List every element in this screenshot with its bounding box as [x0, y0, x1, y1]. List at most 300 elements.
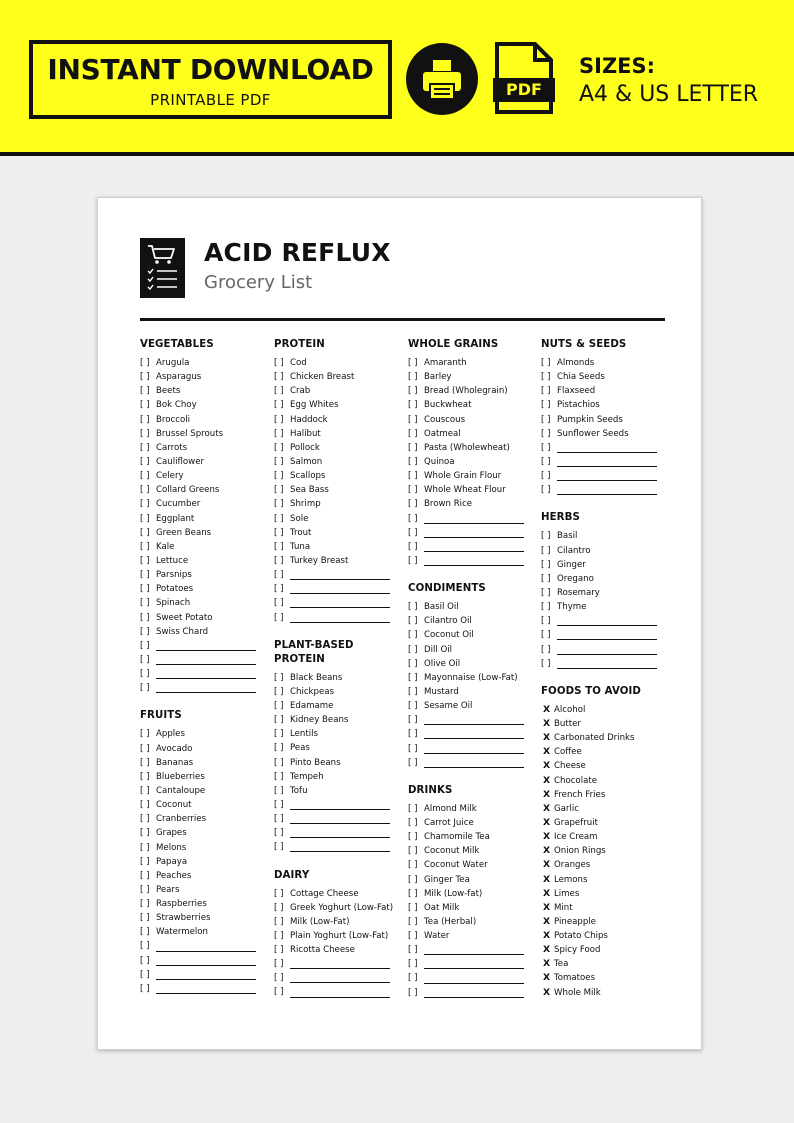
checkbox-brackets[interactable]: [ ]	[274, 456, 284, 467]
list-item-label: Greek Yoghurt (Low-Fat)	[290, 902, 394, 913]
checkbox-brackets[interactable]: [ ]	[274, 442, 284, 453]
list-item-label: Tuna	[290, 541, 311, 552]
list-item	[140, 582, 270, 596]
write-in-line[interactable]	[424, 990, 524, 998]
blank-list-item	[140, 939, 270, 953]
checkbox-brackets[interactable]: [ ]	[408, 931, 418, 942]
blank-list-item	[140, 982, 270, 996]
blank-list-item	[140, 954, 270, 968]
checkbox-brackets[interactable]: [ ]	[274, 428, 284, 439]
list-item-label: Peaches	[156, 870, 192, 881]
checkbox-brackets[interactable]: [ ]	[140, 870, 150, 881]
list-item-label: Thyme	[557, 602, 587, 613]
list-item-label: Cilantro Oil	[424, 616, 472, 627]
checkbox-brackets[interactable]: [ ]	[140, 955, 150, 966]
checkbox-brackets[interactable]: [ ]	[541, 414, 551, 425]
checkbox-brackets[interactable]: [ ]	[274, 930, 284, 941]
checkbox-brackets[interactable]: [ ]	[274, 785, 284, 796]
list-item	[541, 745, 671, 759]
checkbox-brackets[interactable]: [ ]	[140, 983, 150, 994]
list-item	[274, 413, 404, 427]
checkbox-brackets[interactable]: [ ]	[274, 973, 284, 984]
write-in-line[interactable]	[424, 976, 524, 984]
section-vegetables	[140, 338, 270, 695]
list-item-label: Celery	[156, 471, 184, 482]
checkbox-brackets[interactable]: [ ]	[140, 598, 150, 609]
blank-list-item	[541, 441, 671, 455]
checkbox-brackets[interactable]: [ ]	[408, 902, 418, 913]
list-item-label: Rosemary	[557, 587, 600, 598]
blank-list-item	[408, 986, 538, 1000]
checkbox-brackets[interactable]: [ ]	[274, 686, 284, 697]
write-in-line[interactable]	[290, 615, 390, 623]
checkbox-brackets[interactable]: [ ]	[274, 959, 284, 970]
list-item	[140, 883, 270, 897]
checkbox-brackets[interactable]: [ ]	[408, 485, 418, 496]
checkbox-brackets[interactable]: [ ]	[408, 743, 418, 754]
list-item	[140, 727, 270, 741]
list-item-label: French Fries	[554, 789, 606, 800]
list-item	[408, 858, 538, 872]
checkbox-brackets[interactable]: [ ]	[140, 683, 150, 694]
checkbox-brackets[interactable]: [ ]	[274, 499, 284, 510]
write-in-line[interactable]	[424, 731, 524, 739]
checkbox-brackets[interactable]: [ ]	[140, 654, 150, 665]
write-in-line[interactable]	[156, 958, 256, 966]
write-in-line[interactable]	[424, 558, 524, 566]
list-item	[140, 784, 270, 798]
checkbox-brackets[interactable]: [ ]	[541, 545, 551, 556]
write-in-line[interactable]	[557, 647, 657, 655]
checkbox-brackets[interactable]: [ ]	[140, 428, 150, 439]
checkbox-brackets[interactable]: [ ]	[140, 828, 150, 839]
checkbox-brackets[interactable]: [ ]	[140, 814, 150, 825]
write-in-line[interactable]	[557, 487, 657, 495]
write-in-line[interactable]	[290, 844, 390, 852]
checkbox-brackets[interactable]: [ ]	[140, 969, 150, 980]
checkbox-brackets[interactable]: [ ]	[408, 527, 418, 538]
checkbox-brackets[interactable]: [ ]	[274, 513, 284, 524]
checkbox-brackets[interactable]: [ ]	[140, 913, 150, 924]
checkbox-brackets[interactable]: [ ]	[408, 701, 418, 712]
blank-list-item	[541, 657, 671, 671]
list-item-label: Buckwheat	[424, 400, 472, 411]
list-item	[541, 986, 671, 1000]
checkbox-brackets[interactable]: [ ]	[274, 715, 284, 726]
list-item-label: Limes	[554, 888, 580, 899]
write-in-line[interactable]	[290, 990, 390, 998]
blank-list-item	[140, 968, 270, 982]
list-item-label: Cucumber	[156, 499, 201, 510]
checkbox-brackets[interactable]: [ ]	[140, 856, 150, 867]
write-in-line[interactable]	[557, 473, 657, 481]
checkbox-brackets[interactable]: [ ]	[274, 842, 284, 853]
list-item-label: Almond Milk	[424, 803, 477, 814]
list-item-label: Oranges	[554, 860, 591, 871]
checkbox-brackets[interactable]: [ ]	[274, 598, 284, 609]
write-in-line[interactable]	[557, 618, 657, 626]
list-item-label: Chamomile Tea	[424, 832, 490, 843]
checkbox-brackets[interactable]: [ ]	[541, 658, 551, 669]
list-item	[140, 497, 270, 511]
list-item-label: Green Beans	[156, 527, 212, 538]
checkbox-brackets[interactable]: [ ]	[274, 757, 284, 768]
write-in-line[interactable]	[156, 643, 256, 651]
list-item-label: Sole	[290, 513, 309, 524]
list-item-label: Sea Bass	[290, 485, 329, 496]
list-item	[140, 398, 270, 412]
list-item	[541, 370, 671, 384]
checkbox-brackets[interactable]: [ ]	[408, 987, 418, 998]
write-in-line[interactable]	[424, 516, 524, 524]
write-in-line[interactable]	[290, 830, 390, 838]
blank-list-item	[274, 582, 404, 596]
checkbox-brackets[interactable]: [ ]	[541, 616, 551, 627]
checkbox-brackets[interactable]: [ ]	[140, 372, 150, 383]
list-item-label: Black Beans	[290, 672, 343, 683]
checkbox-brackets[interactable]: [ ]	[274, 471, 284, 482]
list-item	[408, 873, 538, 887]
checkbox-brackets[interactable]: [ ]	[140, 612, 150, 623]
checkbox-brackets[interactable]: [ ]	[140, 757, 150, 768]
promo-banner	[0, 0, 794, 156]
checkbox-brackets[interactable]: [ ]	[140, 555, 150, 566]
checkbox-brackets[interactable]: [ ]	[274, 700, 284, 711]
checkbox-brackets[interactable]: [ ]	[274, 400, 284, 411]
write-in-line[interactable]	[557, 445, 657, 453]
list-item	[140, 554, 270, 568]
write-in-line[interactable]	[557, 632, 657, 640]
checkbox-brackets[interactable]: [ ]	[140, 743, 150, 754]
list-item-label: Oatmeal	[424, 428, 461, 439]
checkbox-brackets[interactable]: [ ]	[541, 386, 551, 397]
list-item-label: Arugula	[156, 358, 190, 368]
checkbox-brackets[interactable]: [ ]	[274, 888, 284, 899]
list-item-label: Halibut	[290, 428, 321, 439]
checkbox-brackets[interactable]: [ ]	[541, 485, 551, 496]
checkbox-brackets[interactable]: [ ]	[408, 428, 418, 439]
list-item-label: Haddock	[290, 414, 328, 425]
list-item-label: Oat Milk	[424, 902, 460, 913]
list-item	[541, 544, 671, 558]
checkbox-brackets[interactable]: [ ]	[408, 442, 418, 453]
blank-list-item	[140, 667, 270, 681]
list-item-label: Carrots	[156, 442, 188, 453]
checkbox-brackets[interactable]: [ ]	[541, 587, 551, 598]
list-item	[274, 427, 404, 441]
checkbox-brackets[interactable]: [ ]	[140, 899, 150, 910]
blank-list-item	[274, 798, 404, 812]
list-item	[274, 469, 404, 483]
checkbox-brackets[interactable]: [ ]	[274, 916, 284, 927]
write-in-line[interactable]	[424, 530, 524, 538]
checkbox-brackets[interactable]: [ ]	[541, 573, 551, 584]
list-item	[408, 427, 538, 441]
write-in-line[interactable]	[156, 944, 256, 952]
blank-list-item	[274, 985, 404, 999]
checkbox-brackets[interactable]: [ ]	[408, 499, 418, 510]
checkbox-brackets[interactable]: [ ]	[274, 771, 284, 782]
blank-list-item	[408, 713, 538, 727]
checkbox-brackets[interactable]: [ ]	[140, 941, 150, 952]
title-divider	[140, 318, 665, 321]
checkbox-brackets[interactable]: [ ]	[408, 973, 418, 984]
checkbox-brackets[interactable]: [ ]	[541, 559, 551, 570]
write-in-line[interactable]	[290, 586, 390, 594]
write-in-line[interactable]	[156, 671, 256, 679]
checkbox-brackets[interactable]: [ ]	[408, 874, 418, 885]
checkbox-brackets[interactable]: [ ]	[140, 442, 150, 453]
list-item	[140, 413, 270, 427]
blank-list-item	[541, 643, 671, 657]
blank-list-item	[541, 628, 671, 642]
blank-list-item	[408, 943, 538, 957]
checkbox-brackets[interactable]: [ ]	[408, 414, 418, 425]
write-in-line[interactable]	[156, 986, 256, 994]
list-item	[408, 356, 538, 370]
list-item	[140, 441, 270, 455]
checkbox-brackets[interactable]: [ ]	[274, 902, 284, 913]
checkbox-brackets[interactable]: [ ]	[274, 828, 284, 839]
pdf-file-icon	[493, 40, 555, 116]
checkbox-brackets[interactable]: [ ]	[274, 570, 284, 581]
checkbox-brackets[interactable]: [ ]	[140, 527, 150, 538]
list-item-label: Grapes	[156, 828, 187, 839]
list-item-label: Bok Choy	[156, 400, 197, 411]
checkbox-brackets[interactable]: [ ]	[140, 414, 150, 425]
checkbox-brackets[interactable]: [ ]	[408, 456, 418, 467]
checkbox-brackets[interactable]: [ ]	[541, 630, 551, 641]
checkbox-brackets[interactable]: [ ]	[140, 626, 150, 637]
list-item	[541, 858, 671, 872]
checkbox-brackets[interactable]: [ ]	[408, 658, 418, 669]
blank-list-item	[408, 742, 538, 756]
checkbox-brackets[interactable]: [ ]	[408, 513, 418, 524]
checkbox-brackets[interactable]: [ ]	[408, 803, 418, 814]
avoid-x-mark: X	[543, 746, 551, 758]
list-item-label: Broccoli	[156, 414, 190, 425]
checkbox-brackets[interactable]: [ ]	[140, 640, 150, 651]
section-nuts-seeds	[541, 338, 671, 497]
write-in-line[interactable]	[156, 685, 256, 693]
checkbox-brackets[interactable]: [ ]	[408, 400, 418, 411]
checkbox-brackets[interactable]: [ ]	[541, 442, 551, 453]
checkbox-brackets[interactable]: [ ]	[541, 372, 551, 383]
checkbox-brackets[interactable]: [ ]	[408, 945, 418, 956]
write-in-line[interactable]	[290, 816, 390, 824]
checkbox-brackets[interactable]: [ ]	[541, 602, 551, 613]
checkbox-brackets[interactable]: [ ]	[408, 672, 418, 683]
checkbox-brackets[interactable]: [ ]	[140, 785, 150, 796]
checkbox-brackets[interactable]: [ ]	[140, 358, 150, 368]
checkbox-brackets[interactable]: [ ]	[541, 428, 551, 439]
section-plant-based-protein	[274, 639, 404, 855]
list-item	[408, 699, 538, 713]
checkbox-brackets[interactable]: [ ]	[408, 757, 418, 768]
checkbox-brackets[interactable]: [ ]	[274, 386, 284, 397]
blank-list-item	[541, 469, 671, 483]
checkbox-brackets[interactable]: [ ]	[408, 686, 418, 697]
write-in-line[interactable]	[557, 661, 657, 669]
list-item	[274, 671, 404, 685]
list-item-label: Chicken Breast	[290, 372, 355, 383]
checkbox-brackets[interactable]: [ ]	[274, 485, 284, 496]
write-in-line[interactable]	[290, 600, 390, 608]
checkbox-brackets[interactable]: [ ]	[274, 584, 284, 595]
checkbox-brackets[interactable]: [ ]	[140, 669, 150, 680]
checkbox-brackets[interactable]: [ ]	[274, 799, 284, 810]
list-item-label: Alcohol	[554, 704, 586, 715]
blank-list-item	[274, 840, 404, 854]
write-in-line[interactable]	[424, 961, 524, 969]
list-item	[541, 731, 671, 745]
checkbox-brackets[interactable]: [ ]	[274, 672, 284, 683]
write-in-line[interactable]	[290, 975, 390, 983]
checkbox-brackets[interactable]: [ ]	[140, 570, 150, 581]
checkbox-brackets[interactable]: [ ]	[408, 372, 418, 383]
list-item	[140, 911, 270, 925]
checkbox-brackets[interactable]: [ ]	[274, 814, 284, 825]
checkbox-brackets[interactable]: [ ]	[274, 987, 284, 998]
avoid-x-mark: X	[543, 816, 551, 828]
checkbox-brackets[interactable]: [ ]	[140, 800, 150, 811]
list-item-label: Pinto Beans	[290, 757, 341, 768]
checkbox-brackets[interactable]: [ ]	[274, 729, 284, 740]
list-item-label: Couscous	[424, 414, 466, 425]
checkbox-brackets[interactable]: [ ]	[408, 715, 418, 726]
section-title: DRINKS	[408, 784, 453, 796]
checkbox-brackets[interactable]: [ ]	[408, 541, 418, 552]
list-item-label: Chia Seeds	[557, 372, 605, 383]
list-item	[541, 586, 671, 600]
checkbox-brackets[interactable]: [ ]	[408, 471, 418, 482]
checkbox-brackets[interactable]: [ ]	[140, 927, 150, 938]
list-item-label: Basil Oil	[424, 602, 459, 613]
checkbox-brackets[interactable]: [ ]	[274, 527, 284, 538]
section-title: PROTEIN	[274, 339, 325, 350]
checkbox-brackets[interactable]: [ ]	[408, 616, 418, 627]
list-item	[541, 572, 671, 586]
list-item-label: Tea	[554, 959, 569, 970]
checkbox-brackets[interactable]: [ ]	[541, 531, 551, 542]
checkbox-brackets[interactable]: [ ]	[140, 471, 150, 482]
checkbox-brackets[interactable]: [ ]	[140, 456, 150, 467]
list-item	[408, 929, 538, 943]
list-item-label: Edamame	[290, 700, 334, 711]
list-item-label: Brussel Sprouts	[156, 428, 224, 439]
document-subtitle: Grocery List	[204, 272, 313, 293]
checkbox-brackets[interactable]: [ ]	[274, 414, 284, 425]
write-in-line[interactable]	[290, 802, 390, 810]
list-item-label: Egg Whites	[290, 400, 339, 411]
list-item-label: Salmon	[290, 456, 323, 467]
checkbox-brackets[interactable]: [ ]	[140, 386, 150, 397]
write-in-line[interactable]	[424, 717, 524, 725]
checkbox-brackets[interactable]: [ ]	[408, 888, 418, 899]
write-in-line[interactable]	[424, 760, 524, 768]
checkbox-brackets[interactable]: [ ]	[140, 884, 150, 895]
checkbox-brackets[interactable]: [ ]	[408, 832, 418, 843]
write-in-line[interactable]	[424, 544, 524, 552]
write-in-line[interactable]	[424, 746, 524, 754]
list-item	[274, 943, 404, 957]
list-item-label: Water	[424, 931, 450, 942]
checkbox-brackets[interactable]: [ ]	[408, 860, 418, 871]
list-item-label: Potato Chips	[554, 931, 608, 942]
checkbox-brackets[interactable]: [ ]	[140, 541, 150, 552]
checkbox-brackets[interactable]: [ ]	[274, 743, 284, 754]
checkbox-brackets[interactable]: [ ]	[274, 541, 284, 552]
checkbox-brackets[interactable]: [ ]	[408, 358, 418, 368]
section-protein	[274, 338, 404, 625]
blank-list-item	[408, 512, 538, 526]
checkbox-brackets[interactable]: [ ]	[274, 612, 284, 623]
checkbox-brackets[interactable]: [ ]	[408, 916, 418, 927]
write-in-line[interactable]	[156, 972, 256, 980]
checkbox-brackets[interactable]: [ ]	[541, 358, 551, 368]
list-item	[408, 483, 538, 497]
checkbox-brackets[interactable]: [ ]	[541, 456, 551, 467]
list-item	[408, 816, 538, 830]
write-in-line[interactable]	[557, 459, 657, 467]
list-item	[408, 915, 538, 929]
list-item-label: Pollock	[290, 442, 320, 453]
checkbox-brackets[interactable]: [ ]	[408, 817, 418, 828]
avoid-x-mark: X	[543, 930, 551, 942]
list-item-label: Onion Rings	[554, 846, 606, 857]
checkbox-brackets[interactable]: [ ]	[140, 584, 150, 595]
checkbox-brackets[interactable]: [ ]	[140, 400, 150, 411]
list-item	[274, 398, 404, 412]
list-item	[274, 685, 404, 699]
checkbox-brackets[interactable]: [ ]	[274, 372, 284, 383]
list-item	[408, 398, 538, 412]
checkbox-brackets[interactable]: [ ]	[274, 555, 284, 566]
checkbox-brackets[interactable]: [ ]	[140, 729, 150, 740]
checkbox-brackets[interactable]: [ ]	[140, 771, 150, 782]
write-in-line[interactable]	[424, 947, 524, 955]
checkbox-brackets[interactable]: [ ]	[408, 729, 418, 740]
checkbox-brackets[interactable]: [ ]	[408, 959, 418, 970]
checkbox-brackets[interactable]: [ ]	[274, 358, 284, 368]
list-item-label: Pineapple	[554, 916, 596, 927]
checkbox-brackets[interactable]: [ ]	[408, 630, 418, 641]
checkbox-brackets[interactable]: [ ]	[140, 513, 150, 524]
list-item-label: Spinach	[156, 598, 191, 609]
checkbox-brackets[interactable]: [ ]	[274, 945, 284, 956]
checkbox-brackets[interactable]: [ ]	[408, 644, 418, 655]
write-in-line[interactable]	[290, 961, 390, 969]
checkbox-brackets[interactable]: [ ]	[140, 485, 150, 496]
checkbox-brackets[interactable]: [ ]	[408, 846, 418, 857]
checkbox-brackets[interactable]: [ ]	[541, 471, 551, 482]
checkbox-brackets[interactable]: [ ]	[140, 842, 150, 853]
checkbox-brackets[interactable]: [ ]	[140, 499, 150, 510]
list-item-label: Dill Oil	[424, 644, 453, 655]
checkbox-brackets[interactable]: [ ]	[541, 400, 551, 411]
list-item-label: Whole Grain Flour	[424, 471, 502, 482]
list-item-label: Carbonated Drinks	[554, 733, 635, 744]
checkbox-brackets[interactable]: [ ]	[408, 602, 418, 613]
checkbox-brackets[interactable]: [ ]	[408, 555, 418, 566]
list-item-label: Coconut Milk	[424, 846, 480, 857]
list-item	[140, 427, 270, 441]
write-in-line[interactable]	[290, 572, 390, 580]
checkbox-brackets[interactable]: [ ]	[541, 644, 551, 655]
write-in-line[interactable]	[156, 657, 256, 665]
list-item-label: Kale	[156, 541, 175, 552]
checkbox-brackets[interactable]: [ ]	[408, 386, 418, 397]
